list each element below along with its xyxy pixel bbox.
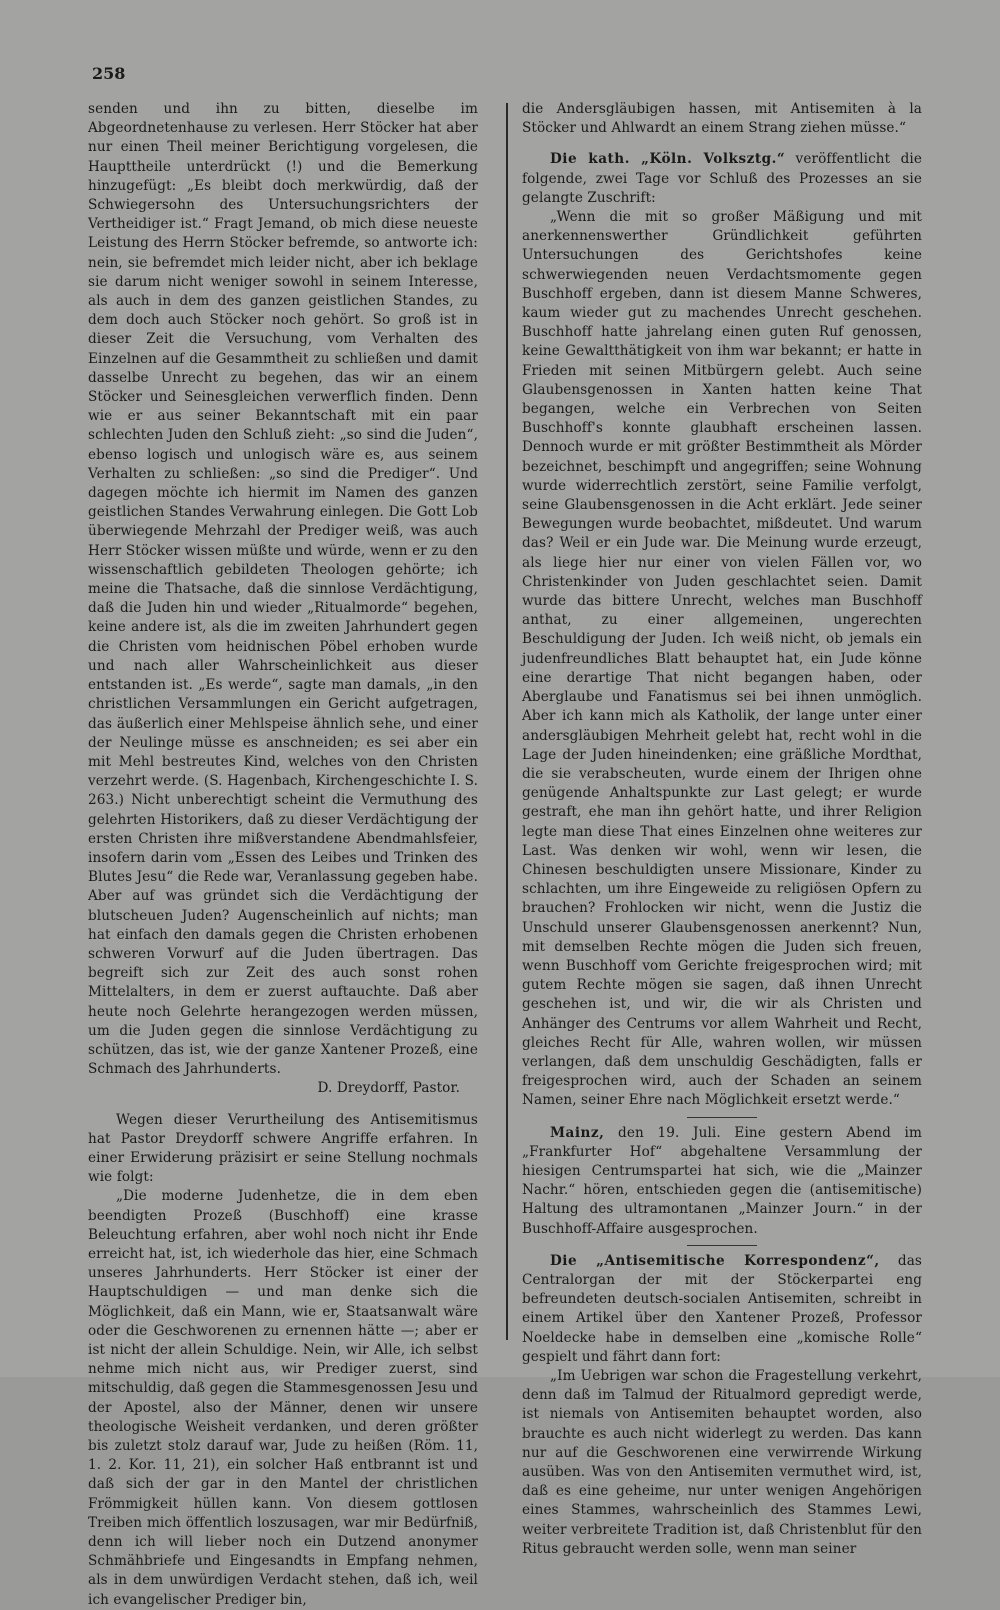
paragraph-text: Wegen dieser Verurtheilung des Antisemitismus hat Pastor Dreydorff schwere Angriffe erfahren. In einer Erwiderung präzisirt er seine Stellung nochmals wie folgt:	[88, 1111, 478, 1186]
left-column	[88, 100, 478, 1610]
paragraph-text: „Im Uebrigen war schon die Fragestellung verkehrt, denn daß im Talmud der Ritualmord gepredigt werde, ist niemals von Antisemiten behauptet worden, also brauchte es auch nicht widerlegt zu werden. Das kann nur auf die Geschworenen eine verwirrende Wirkung ausüben. Was von den Antisemiten vermuthet wird, ist, daß es eine geheime, nur unter wenigen Angehörigen eines Stammes, wahrscheinlich des Stammes Lewi, weiter verbreitete Tradition ist, daß Christenblut für den Ritus gebraucht werden solle, wenn man seiner	[522, 1368, 922, 1557]
paragraph-text: „Die moderne Judenhetze, die in dem eben beendigten Prozeß (Buschhoff) eine krasse Beleuchtung erfahren, aber wohl noch nicht ihr Ende erreicht hat, ist, ich wiederhole das hier, eine Schmach unseres Jahrhunderts. Herr Stöcker ist einer der Hauptschuldigen — und man denke sich die Möglichkeit, daß ein Mann, wie er, Staatsanwalt wäre oder die Geschworenen zu ernennen hätte —; aber er ist nicht der allein Schuldige. Nein, wir Alle, ich selbst nehme mich nicht aus, wir Prediger zuerst, sind mitschuldig, daß gegen die Stammesgenossen Jesu und der Apostel, also der Männer, denen wir unsere theologische Weisheit verdanken, und deren größter bis zuletzt stolz darauf war, Jude zu heißen (Röm. 11, 1. 2. Kor. 11, 21), ein solcher Haß entbrannt ist und daß sich der gar in den Mantel der christlichen Frömmigkeit hüllen kann. Von diesem gottlosen Treiben mich öffentlich loszusagen, war mir Bedürfniß, denn ich will lieber noch ein Dutzend anonymer Schmähbriefe und Eingesandts in Empfang nehmen, als in dem unwürdigen Verdacht stehen, daß ich, weil ich evangelischer Prediger bin,	[88, 1188, 478, 1608]
paragraph-text: veröffentlicht die folgende, zwei Tage vor Schluß des Prozesses an sie gelangte Zuschrift:	[522, 151, 922, 206]
paragraph	[88, 1187, 478, 1609]
paragraph	[522, 1124, 922, 1239]
paragraph-text: das Centralorgan der mit der Stöckerpartei eng befreundeten deutsch-socialen Antisemiten, schreibt in einem Artikel über den Xantener Prozeß, Professor Noeldecke habe in demselben eine „komische Rolle“ gespielt und fährt dann fort:	[522, 1252, 922, 1365]
page-number: 258	[92, 64, 126, 83]
paragraph-lead: Mainz,	[550, 1124, 605, 1141]
column-divider	[506, 103, 508, 1340]
paragraph	[522, 100, 922, 138]
paragraph	[522, 1252, 922, 1367]
spacer	[522, 138, 922, 150]
paragraph-text: den 19. Juli. Eine gestern Abend im „Frankfurter Hof“ abgehaltene Versammlung der hiesigen Centrumspartei hat sich, wie die „Mainzer Nachr.“ hören, entschieden gegen die (antisemitische) Haltung des ultramontanen „Mainzer Journ.“ in der Buschhoff-Affaire ausgesprochen.	[522, 1124, 922, 1237]
paragraph	[88, 100, 478, 1079]
paragraph	[88, 1079, 478, 1098]
section-separator	[687, 1245, 757, 1246]
paragraph	[88, 1111, 478, 1188]
right-column	[522, 100, 922, 1559]
section-separator	[687, 1117, 757, 1118]
paragraph-lead: Die kath. „Köln. Volksztg.“	[550, 151, 786, 168]
paragraph	[522, 208, 922, 1111]
paragraph-lead: Die „Antisemitische Korrespondenz“,	[550, 1252, 880, 1269]
paragraph-text: senden und ihn zu bitten, dieselbe im Abgeordnetenhause zu verlesen. Herr Stöcker hat aber nur einen Theil meiner Berichtigung vorgelesen, die Haupttheile unterdrückt (!) und die Bemerkung hinzugefügt: „Es bleibt doch merkwürdig, daß der Schwiegersohn des Untersuchungsrichters der Vertheidiger ist.“ Fragt Jemand, ob mich diese neueste Leistung des Herrn Stöcker befremde, so antworte ich: nein, sie befremdet mich leider nicht, aber ich beklage sie darum nicht weniger sowohl in seinem Interesse, als auch in dem des ganzen geistlichen Standes, zu dem doch auch Stöcker noch gehört. So groß ist in dieser Zeit die Versuchung, vom Verhalten des Einzelnen auf die Gesammtheit zu schließen und damit dasselbe Unrecht zu begehen, das wir an einem Stöcker und Seinesgleichen verwerflich finden. Denn wie er aus seiner Bekanntschaft mit ein paar schlechten Juden den Schluß zieht: „so sind die Juden“, ebenso logisch und unlogisch wäre es, aus seinem Verhalten zu schließen: „so sind die Prediger“. Und dagegen möchte ich hiermit im Namen des ganzen geistlichen Standes Verwahrung einlegen. Die Gott Lob überwiegende Mehrzahl der Prediger weiß, was auch Herr Stöcker wissen müßte und würde, wenn er zu den wissenschaftlich gebildeten Theologen gehörte; ich meine die Thatsache, daß die sinnlose Verdächtigung, daß die Juden hin und wieder „Ritualmorde“ begehen, keine andere ist, als die im zweiten Jahrhundert gegen die Christen vom heidnischen Pöbel erhoben wurde und nach aller Wahrscheinlichkeit aus dieser entstanden ist. „Es werde“, sagte man damals, „in den christlichen Versammlungen ein Gericht aufgetragen, das äußerlich einer Mehlspeise ähnlich sehe, und einer der Neulinge müsse es anschneiden; es sei aber ein mit Mehl bestreutes Kind, welches von den Christen verzehrt werde. (S. Hagenbach, Kirchengeschichte I. S. 263.) Nicht unberechtigt scheint die Vermuthung des gelehrten Historikers, daß zu dieser Verdächtigung der ersten Christen ihre mißverstandene Abendmahlsfeier, insofern darin vom „Essen des Leibes und Trinken des Blutes Jesu“ die Rede war, Veranlassung gegeben habe. Aber auf was gründet sich die Verdächtigung der blutscheuen Juden? Augenscheinlich auf nichts; man hat einfach den damals gegen die Christen erhobenen schweren Vorwurf auf die Juden übertragen. Das begreift sich zur Zeit des auch sonst rohen Mittelalters, in dem er zuerst auftauchte. Daß aber heute noch Gelehrte herangezogen werden müssen, um die Juden gegen die sinnlose Verdächtigung zu schützen, das ist, wie der ganze Xantener Prozeß, eine Schmach des Jahrhunderts.	[88, 101, 478, 1078]
paragraph	[522, 1367, 922, 1559]
paragraph-text: D. Dreydorff, Pastor.	[317, 1080, 460, 1097]
paragraph	[522, 150, 922, 208]
spacer	[88, 1099, 478, 1111]
paragraph-text: die Andersgläubigen hassen, mit Antisemiten à la Stöcker und Ahlwardt an einem Strang ziehen müsse.“	[522, 101, 922, 137]
paragraph-text: „Wenn die mit so großer Mäßigung und mit anerkennenswerther Gründlichkeit geführten Untersuchungen des Gerichtshofes keine schwerwiegenden neuen Verdachtsmomente gegen Buschhoff ergeben, dann ist diesem Manne Schweres, kaum wieder gut zu machendes Unrecht geschehen. Buschhoff hatte jahrelang einen guten Ruf genossen, keine Gewaltthätigkeit von ihm war bekannt; er hatte in Frieden mit seinen Mitbürgern gelebt. Auch seine Glaubensgenossen in Xanten hatten keine That begangen, welche ein Verbrechen von Seiten Buschhoff's konnte glaubhaft erscheinen lassen. Dennoch wurde er mit größter Bestimmtheit als Mörder bezeichnet, beschimpft und angegriffen; seine Wohnung wurde widerrechtlich zerstört, seine Familie verfolgt, seine Glaubensgenossen in die Acht erklärt. Jede seiner Bewegungen wurde beobachtet, mißdeutet. Und warum das? Weil er ein Jude war. Die Meinung wurde erzeugt, als liege hier nur einer von vielen Fällen vor, wo Christenkinder von Juden geschlachtet seien. Damit wurde das bittere Unrecht, welches man Buschhoff anthat, zu einer allgemeinen, ungerechten Beschuldigung der Juden. Ich weiß nicht, ob jemals ein judenfreundliches Blatt behauptet hat, ein Jude könne eine derartige That nicht begangen haben, oder Aberglaube und Fanatismus sei bei ihnen unmöglich. Aber ich kann mich als Katholik, der lange unter einer andersgläubigen Mehrheit gelebt hat, recht wohl in die Lage der Juden hineindenken; eine gräßliche Mordthat, die sie verabscheuten, wurde einem der Ihrigen ohne genügende Anhaltspunkte zur Last gelegt; er wurde gestraft, ehe man ihn gehört hatte, und ihrer Religion legte man diese That eines Einzelnen ohne weiteres zur Last. Was denken wir wohl, wenn wir lesen, die Chinesen beschuldigten unsere Missionare, Kinder zu schlachten, um ihre Eingeweide zu religiösen Opfern zu brauchen? Frohlocken wir nicht, wenn die Justiz die Unschuld unserer Glaubensgenossen anerkennt? Nun, mit demselben Rechte mögen die Juden sich freuen, wenn Buschhoff vom Gerichte freigesprochen wird; mit gutem Rechte mögen sie sagen, daß ihnen Unrecht geschehen ist, und wir, die wir als Christen und Anhänger des Centrums vor allem Wahrheit und Recht, gleiches Recht für Alle, wahren wollen, wir müssen verlangen, daß dem unschuldig Geschädigten, falls er freigesprochen wird, auch der Schaden an seinem Namen, seiner Ehre nach Möglichkeit ersetzt werde.“	[522, 209, 922, 1109]
